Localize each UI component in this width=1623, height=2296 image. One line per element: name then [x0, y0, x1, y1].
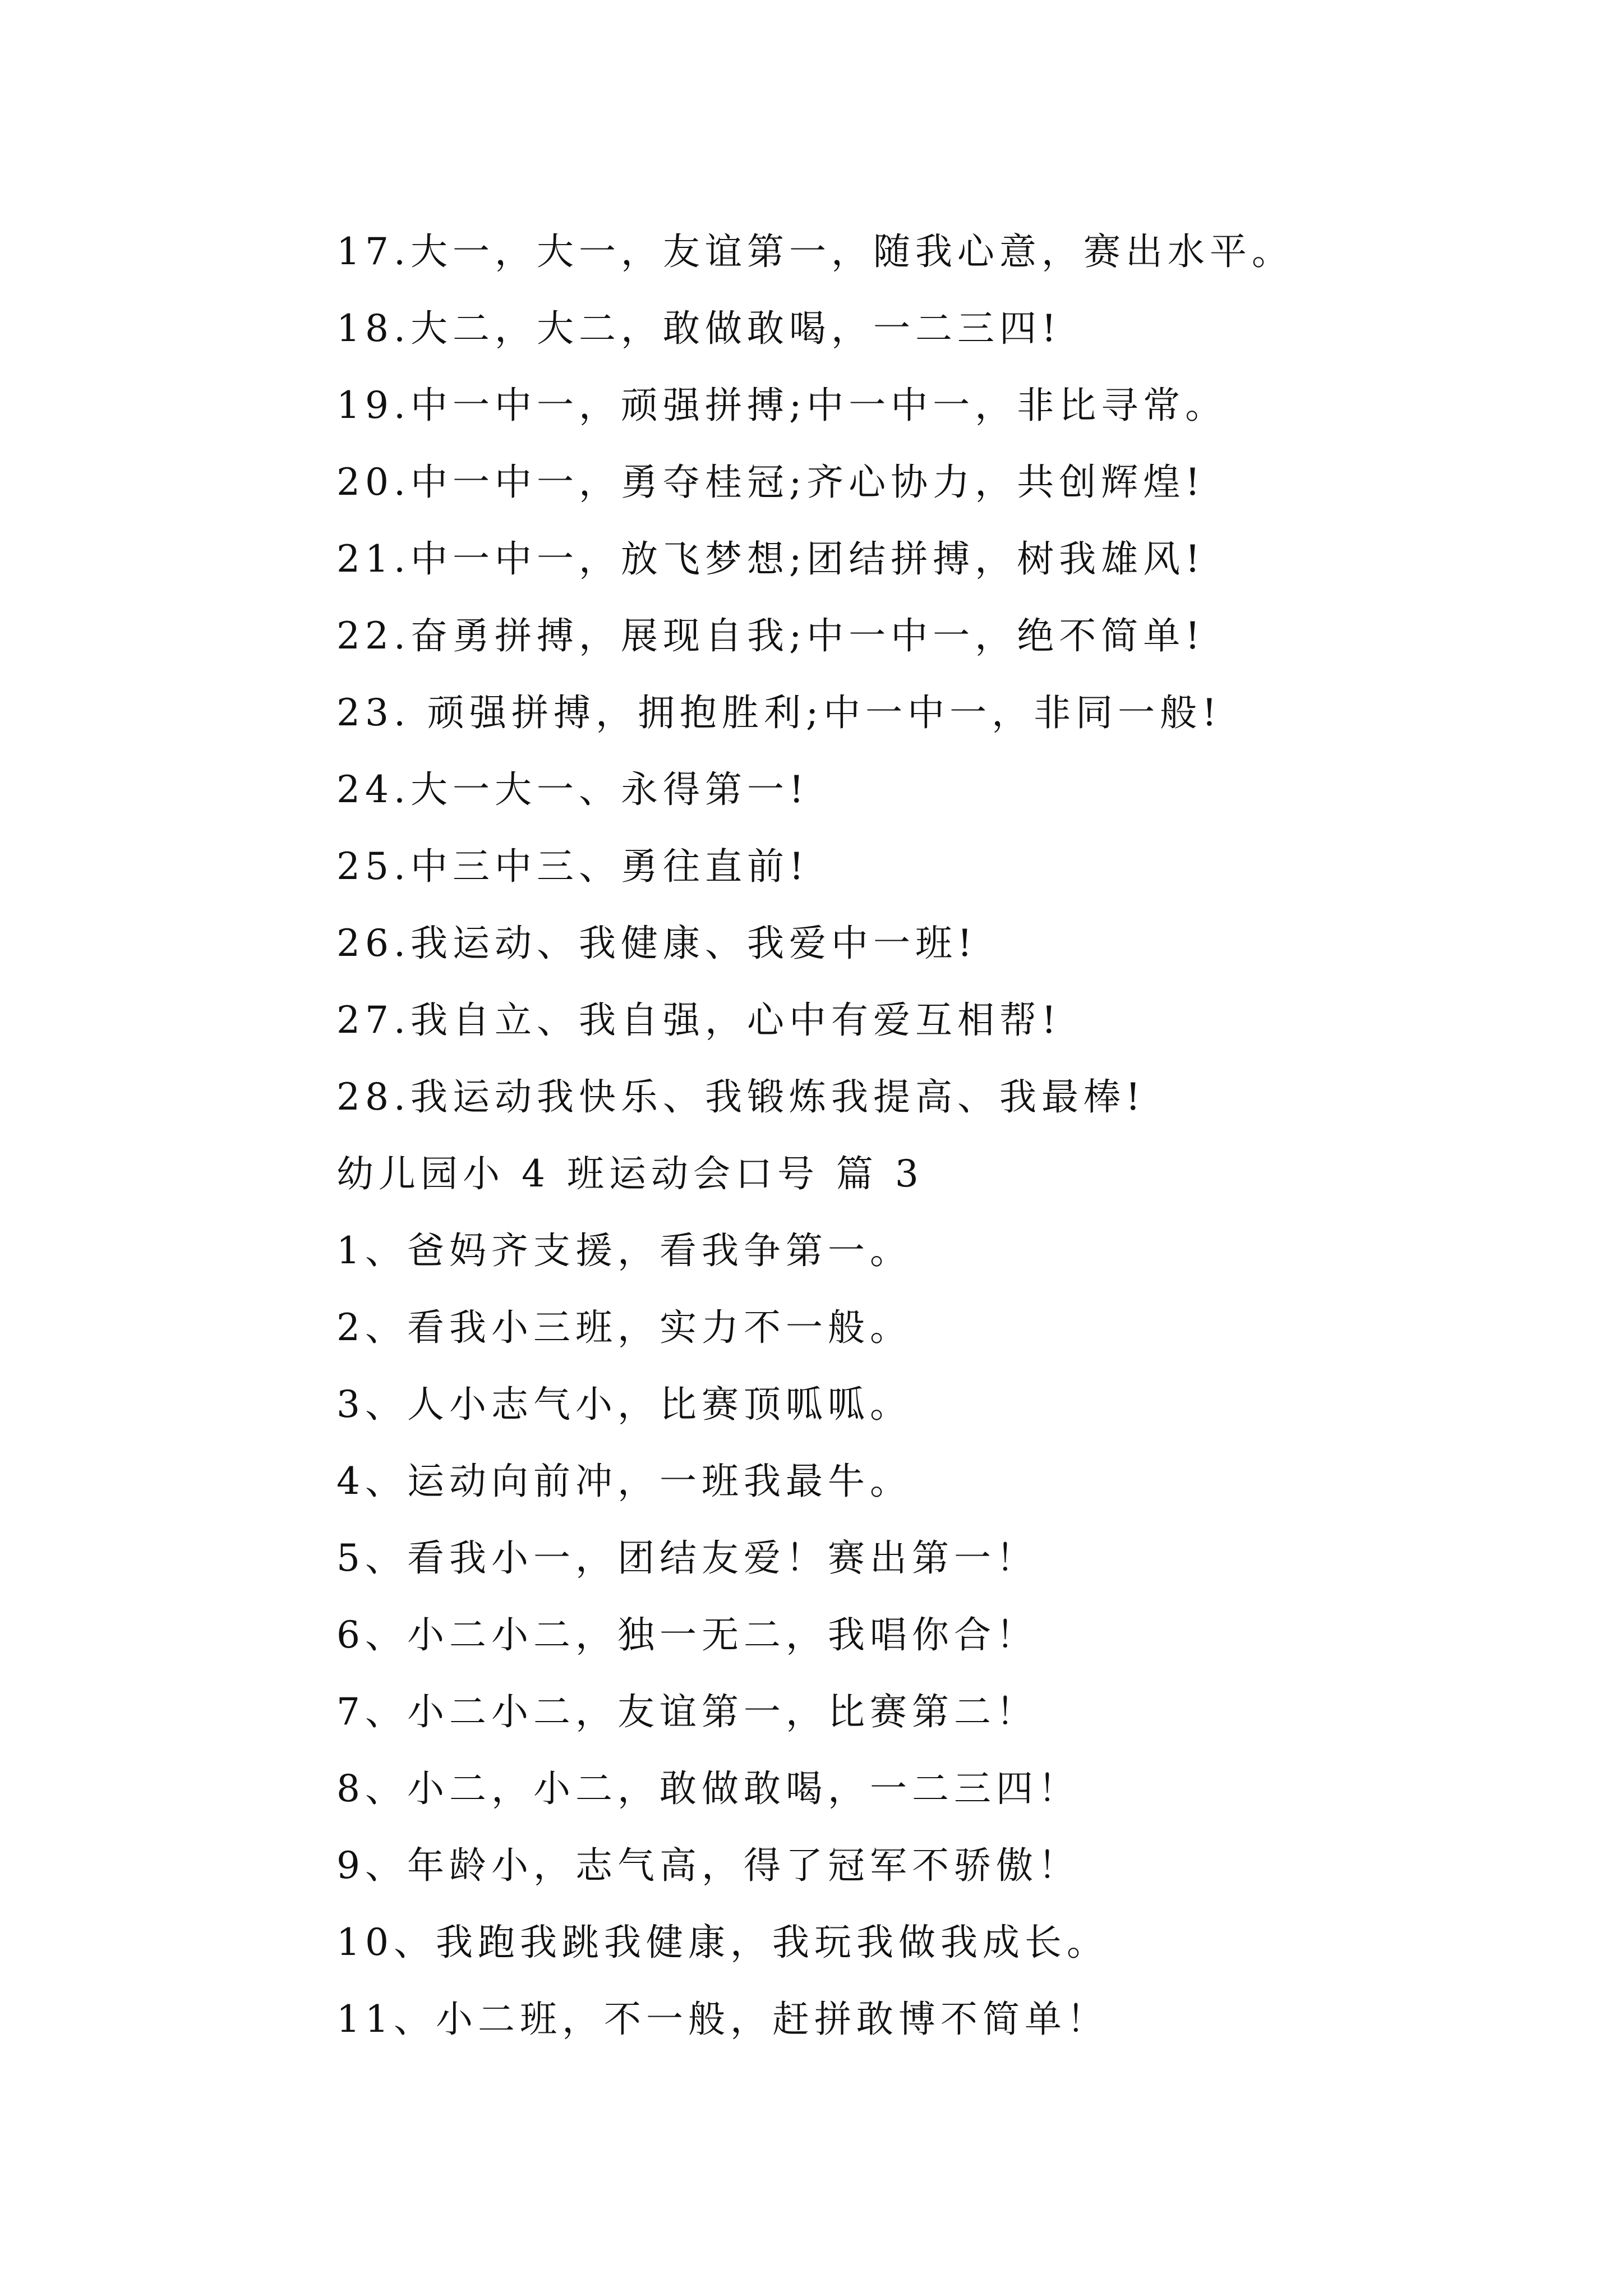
slogan-line: 27.我自立、我自强，心中有爱互相帮! — [336, 999, 1062, 1042]
slogan-line: 19.中一中一，顽强拼搏;中一中一，非比寻常。 — [336, 384, 1228, 427]
slogan-line: 23. 顽强拼搏，拥抱胜利;中一中一，非同一般! — [336, 691, 1222, 734]
slogan-line: 17.大一，大一，友谊第一，随我心意，赛出水平。 — [336, 230, 1294, 273]
slogan-line: 22.奋勇拼搏，展现自我;中一中一，绝不简单! — [336, 614, 1205, 657]
slogan-line: 25.中三中三、勇往直前! — [336, 845, 809, 888]
slogan-line: 20.中一中一，勇夺桂冠;齐心协力，共创辉煌! — [336, 461, 1205, 504]
slogan-line: 5、看我小一，团结友爱！赛出第一！ — [336, 1536, 1038, 1580]
slogan-line: 26.我运动、我健康、我爱中一班! — [336, 922, 978, 965]
section-heading: 幼儿园小 4 班运动会口号 篇 3 — [336, 1152, 924, 1195]
slogan-line: 18.大二，大二，敢做敢喝，一二三四! — [336, 307, 1062, 350]
slogan-line: 1、爸妈齐支援，看我争第一。 — [336, 1229, 912, 1272]
document-body — [336, 213, 1570, 2058]
slogan-line: 9、年龄小，志气高，得了冠军不骄傲！ — [336, 1844, 1080, 1887]
slogan-line: 28.我运动我快乐、我锻炼我提高、我最棒! — [336, 1075, 1146, 1119]
slogan-line: 2、看我小三班，实力不一般。 — [336, 1306, 912, 1349]
slogan-line: 7、小二小二，友谊第一，比赛第二！ — [336, 1690, 1038, 1733]
slogan-line: 11、小二班，不一般，赶拼敢博不简单！ — [336, 1998, 1109, 2041]
slogan-line: 10、我跑我跳我健康，我玩我做我成长。 — [336, 1921, 1109, 1964]
slogan-line: 4、运动向前冲，一班我最牛。 — [336, 1460, 912, 1503]
slogan-line: 8、小二，小二，敢做敢喝，一二三四！ — [336, 1767, 1080, 1810]
slogan-line: 21.中一中一，放飞梦想;团结拼搏，树我雄风! — [336, 537, 1205, 581]
slogan-line: 3、人小志气小，比赛顶呱呱。 — [336, 1383, 912, 1426]
slogan-line: 6、小二小二，独一无二，我唱你合！ — [336, 1613, 1038, 1657]
slogan-line: 24.大一大一、永得第一! — [336, 768, 809, 811]
